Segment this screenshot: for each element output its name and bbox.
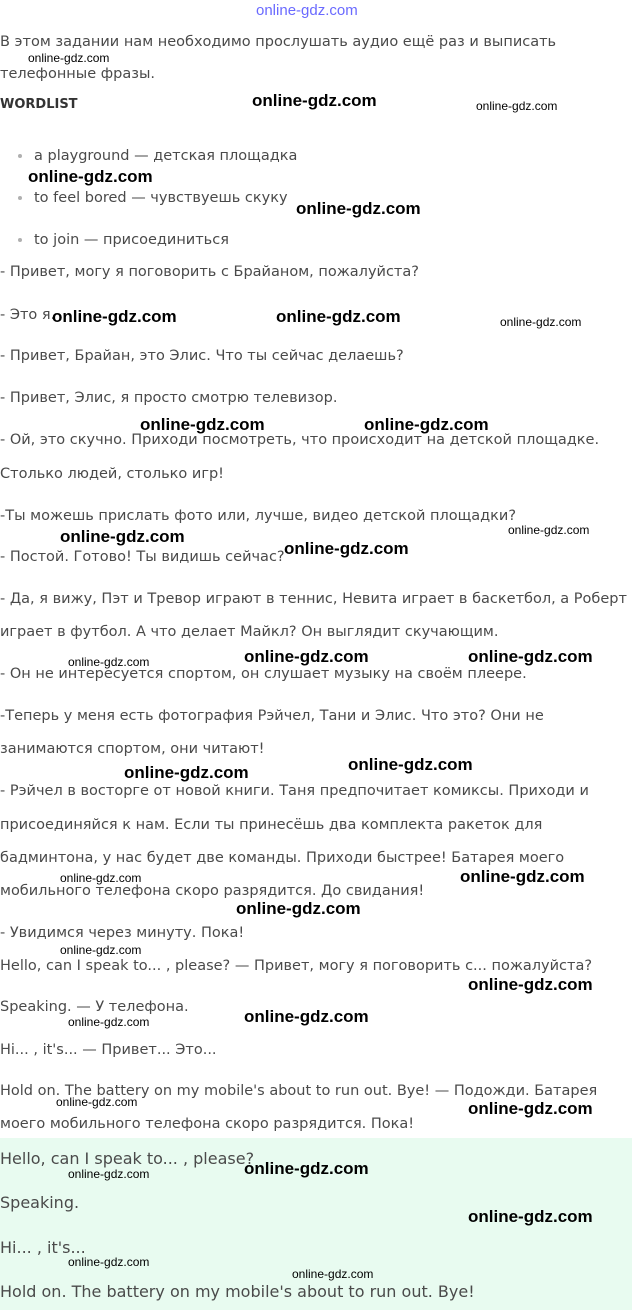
- header-watermark: online-gdz.com: [256, 2, 358, 19]
- watermark: online-gdz.com: [52, 307, 177, 326]
- watermark: online-gdz.com: [140, 415, 265, 434]
- dialogue-line: присоединяйся к нам. Если ты принесёшь два комплекта ракеток для: [0, 817, 543, 833]
- answer-line: Hello, can I speak to... , please?: [0, 1149, 255, 1168]
- watermark: online-gdz.com: [476, 99, 558, 113]
- dialogue-line: - Рэйчел в восторге от новой книги. Таня предпочитает комиксы. Приходи и: [0, 783, 589, 799]
- watermark: online-gdz.com: [68, 655, 150, 669]
- watermark: online-gdz.com: [348, 755, 473, 774]
- dialogue-line: Столько людей, столько игр!: [0, 466, 224, 482]
- dialogue-line: - Постой. Готово! Ты видишь сейчас?: [0, 549, 285, 565]
- phrase-line: Hold on. The battery on my mobile's about to run out. Bye! — Подожди. Батарея: [0, 1083, 598, 1099]
- watermark: online-gdz.com: [244, 647, 369, 666]
- watermark: online-gdz.com: [124, 763, 249, 782]
- dialogue-line: - Привет, Элис, я просто смотрю телевизор.: [0, 390, 338, 406]
- dialogue-line: - Это я.: [0, 307, 56, 323]
- wordlist-title: WORDLIST: [0, 97, 78, 112]
- phrase-line: Hello, can I speak to... , please? — Привет, могу я поговорить с... пожалуйста?: [0, 958, 593, 974]
- answer-line: Speaking.: [0, 1193, 80, 1212]
- bullet-icon: [18, 196, 22, 200]
- dialogue-line: играет в футбол. А что делает Майкл? Он выглядит скучающим.: [0, 624, 499, 640]
- watermark: online-gdz.com: [460, 867, 585, 886]
- watermark: online-gdz.com: [468, 1207, 593, 1226]
- phrase-line: Hi... , it's... — Привет... Это...: [0, 1042, 217, 1058]
- watermark: online-gdz.com: [244, 1007, 369, 1026]
- dialogue-line: занимаются спортом, они читают!: [0, 741, 265, 757]
- dialogue-line: - Увидимся через минуту. Пока!: [0, 925, 245, 941]
- watermark: online-gdz.com: [56, 1095, 138, 1109]
- watermark: online-gdz.com: [252, 91, 377, 110]
- watermark: online-gdz.com: [508, 523, 590, 537]
- watermark: online-gdz.com: [468, 975, 593, 994]
- dialogue-line: бадминтона, у нас будет две команды. Приходи быстрее! Батарея моего: [0, 850, 565, 866]
- watermark: online-gdz.com: [276, 307, 401, 326]
- dialogue-line: мобильного телефона скоро разрядится. До свидания!: [0, 883, 425, 899]
- watermark: online-gdz.com: [28, 167, 153, 186]
- answer-line: Hi... , it's...: [0, 1238, 86, 1257]
- watermark: online-gdz.com: [60, 943, 142, 957]
- bullet-icon: [18, 154, 22, 158]
- watermark: online-gdz.com: [236, 899, 361, 918]
- watermark: online-gdz.com: [296, 199, 421, 218]
- watermark: online-gdz.com: [244, 1159, 369, 1178]
- watermark: online-gdz.com: [60, 527, 185, 546]
- bullet-icon: [18, 238, 22, 242]
- watermark: online-gdz.com: [68, 1167, 150, 1181]
- intro-line-1: В этом задании нам необходимо прослушать аудио ещё раз и выписать: [0, 34, 557, 50]
- watermark: online-gdz.com: [364, 415, 489, 434]
- watermark: online-gdz.com: [284, 539, 409, 558]
- wordlist-item: a playground — детская площадка: [18, 148, 297, 164]
- watermark: online-gdz.com: [468, 647, 593, 666]
- watermark: online-gdz.com: [292, 1267, 374, 1281]
- dialogue-line: -Теперь у меня есть фотография Рэйчел, Тани и Элис. Что это? Они не: [0, 708, 544, 724]
- watermark: online-gdz.com: [28, 51, 110, 65]
- dialogue-line: - Да, я вижу, Пэт и Тревор играют в теннис, Невита играет в баскетбол, а Роберт: [0, 591, 627, 607]
- dialogue-line: - Привет, могу я поговорить с Брайаном, пожалуйста?: [0, 264, 419, 280]
- wordlist-item: to feel bored — чувствуешь скуку: [18, 190, 288, 206]
- watermark: online-gdz.com: [60, 871, 142, 885]
- intro-line-2: телефонные фразы.: [0, 66, 156, 82]
- watermark: online-gdz.com: [500, 315, 582, 329]
- dialogue-line: - Ой, это скучно. Приходи посмотреть, что происходит на детской площадке.: [0, 432, 600, 448]
- phrase-line: моего мобильного телефона скоро разрядится. Пока!: [0, 1116, 415, 1132]
- watermark: online-gdz.com: [68, 1015, 150, 1029]
- answer-line: Hold on. The battery on my mobile's about to run out. Bye!: [0, 1282, 475, 1301]
- wordlist-item: to join — присоединиться: [18, 232, 229, 248]
- phrase-line: Speaking. — У телефона.: [0, 999, 189, 1015]
- dialogue-line: - Привет, Брайан, это Элис. Что ты сейчас делаешь?: [0, 348, 404, 364]
- dialogue-line: - Он не интересуется спортом, он слушает музыку на своём плеере.: [0, 666, 527, 682]
- watermark: online-gdz.com: [68, 1255, 150, 1269]
- watermark: online-gdz.com: [468, 1099, 593, 1118]
- dialogue-line: -Ты можешь прислать фото или, лучше, видео детской площадки?: [0, 508, 517, 524]
